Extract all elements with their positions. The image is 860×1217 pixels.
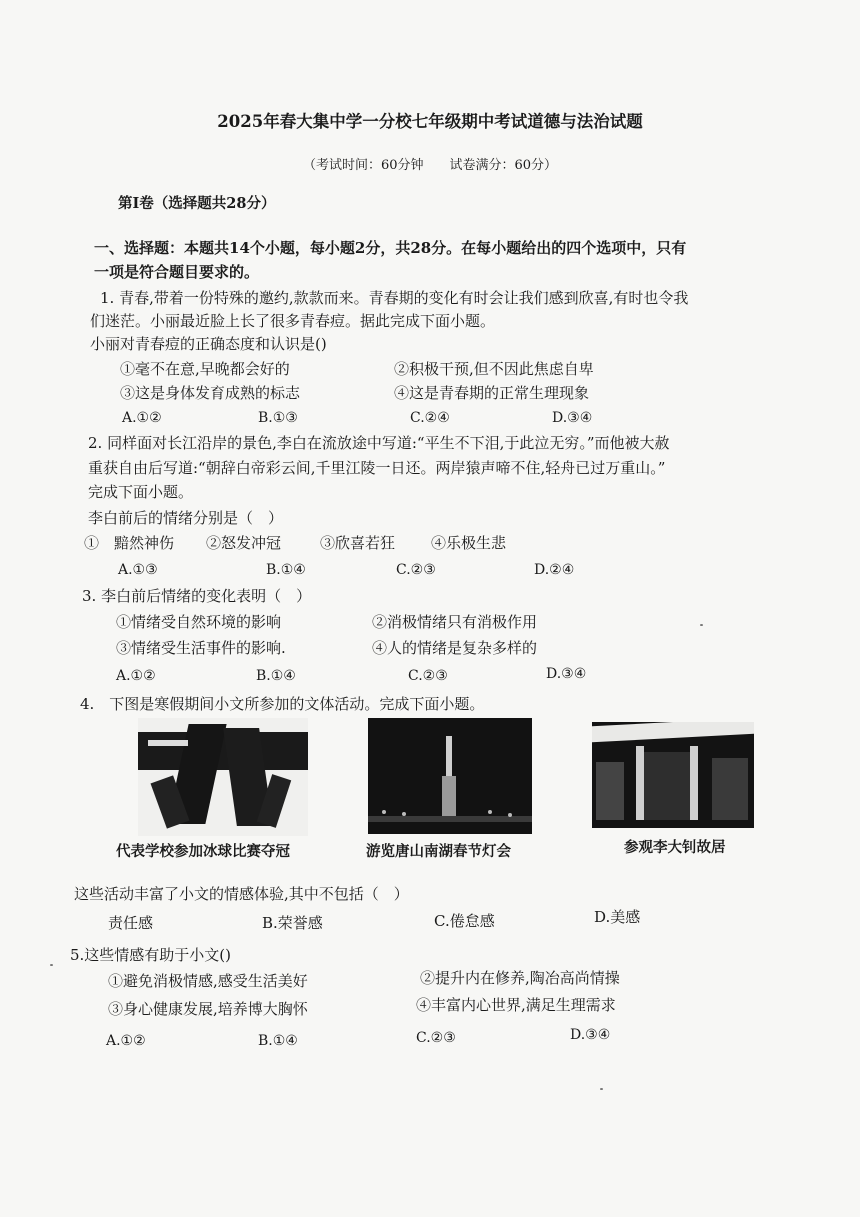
q5-statement-3: ③身心健康发展,培养博大胸怀 — [108, 1000, 308, 1018]
q1-stem-line-1: 1. 青春,带着一份特殊的邀约,款款而来。青春期的变化有时会让我们感到欣喜,有时也令我 — [100, 289, 689, 307]
q5-stem: 5.这些情感有助于小文() — [70, 946, 232, 964]
q4-option-c: C.倦怠感 — [434, 912, 495, 930]
q4-option-d: D.美感 — [594, 908, 641, 926]
q5-option-a: A.①② — [106, 1033, 146, 1049]
instruction-line-1: 一、选择题：本题共14个小题，每小题2分，共28分。在每小题给出的四个选项中，只有 — [94, 239, 687, 257]
photo-ice-hockey — [138, 718, 308, 836]
photo-former-residence — [592, 722, 754, 828]
q1-statement-3: ③这是身体发育成熟的标志 — [120, 384, 301, 402]
q2-option-label-4: ④乐极生悲 — [431, 534, 507, 552]
q3-stem: 3. 李白前后情绪的变化表明（ ） — [82, 587, 312, 605]
q2-option-c: C.②③ — [396, 562, 436, 578]
scan-speck — [700, 624, 703, 626]
q4-option-b: B.荣誉感 — [262, 914, 323, 932]
q1-option-d: D.③④ — [552, 410, 593, 426]
q5-option-c: C.②③ — [416, 1030, 456, 1046]
q3-statement-1: ①情绪受自然环境的影响 — [116, 613, 282, 631]
q1-statement-2: ②积极干预,但不因此焦虑自卑 — [394, 360, 594, 378]
q1-option-b: B.①③ — [258, 410, 298, 426]
q3-option-d: D.③④ — [546, 666, 587, 682]
q2-stem-line-3: 完成下面小题。 — [88, 483, 194, 501]
q1-option-c: C.②④ — [410, 410, 450, 426]
q4-stem: 4. 下图是寒假期间小文所参加的文体活动。完成下面小题。 — [80, 695, 485, 713]
scan-speck — [50, 964, 53, 966]
photo-caption-lantern-festival: 游览唐山南湖春节灯会 — [366, 844, 511, 860]
q5-statement-2: ②提升内在修养,陶冶高尚情操 — [420, 969, 620, 987]
q3-option-a: A.①② — [116, 668, 156, 684]
q3-option-c: C.②③ — [408, 668, 448, 684]
exam-subtitle: （考试时间：60分钟 试卷满分：60分） — [302, 158, 558, 173]
q5-option-b: B.①④ — [258, 1033, 298, 1049]
photo-caption-former-residence: 参观李大钊故居 — [624, 840, 726, 856]
q3-statement-4: ④人的情绪是复杂多样的 — [372, 639, 538, 657]
q5-statement-4: ④丰富内心世界,满足生理需求 — [416, 996, 616, 1014]
q5-statement-1: ①避免消极情感,感受生活美好 — [108, 972, 308, 990]
q2-option-label-2: ②怒发冲冠 — [206, 534, 282, 552]
q3-statement-2: ②消极情绪只有消极作用 — [372, 613, 538, 631]
exam-title: 2025年春大集中学一分校七年级期中考试道德与法治试题 — [217, 112, 643, 131]
q3-option-b: B.①④ — [256, 668, 296, 684]
q4-question: 这些活动丰富了小文的情感体验,其中不包括（ ） — [74, 885, 409, 903]
scan-speck — [600, 1088, 603, 1090]
q2-option-a: A.①③ — [118, 562, 158, 578]
q2-option-d: D.②④ — [534, 562, 575, 578]
instruction-line-2: 一项是符合题目要求的。 — [94, 263, 260, 281]
q3-statement-3: ③情绪受生活事件的影响. — [116, 639, 286, 657]
q1-stem-line-2: 们迷茫。小丽最近脸上长了很多青春痘。据此完成下面小题。 — [90, 312, 496, 330]
q2-option-label-3: ③欣喜若狂 — [320, 534, 396, 552]
q1-question: 小丽对青春痘的正确态度和认识是() — [90, 335, 327, 353]
q2-option-b: B.①④ — [266, 562, 306, 578]
q1-option-a: A.①② — [122, 410, 162, 426]
q5-option-d: D.③④ — [570, 1027, 611, 1043]
photo-caption-ice-hockey: 代表学校参加冰球比赛夺冠 — [116, 844, 290, 860]
q1-statement-1: ①毫不在意,早晚都会好的 — [120, 360, 290, 378]
q2-stem-line-2: 重获自由后写道:“朝辞白帝彩云间,千里江陵一日还。两岸猿声啼不住,轻舟已过万重山。” — [88, 459, 666, 477]
section-heading: 第Ⅰ卷（选择题共28分） — [118, 195, 276, 212]
q2-question: 李白前后的情绪分别是（ ） — [88, 509, 284, 527]
q4-option-a: 责任感 — [108, 914, 154, 932]
q1-statement-4: ④这是青春期的正常生理现象 — [394, 384, 590, 402]
photo-lantern-festival — [368, 718, 532, 834]
q2-stem-line-1: 2. 同样面对长江沿岸的景色,李白在流放途中写道:“平生不下泪,于此泣无穷。”而他被大赦 — [88, 434, 670, 452]
q2-option-label-1: ① 黯然神伤 — [84, 534, 175, 552]
